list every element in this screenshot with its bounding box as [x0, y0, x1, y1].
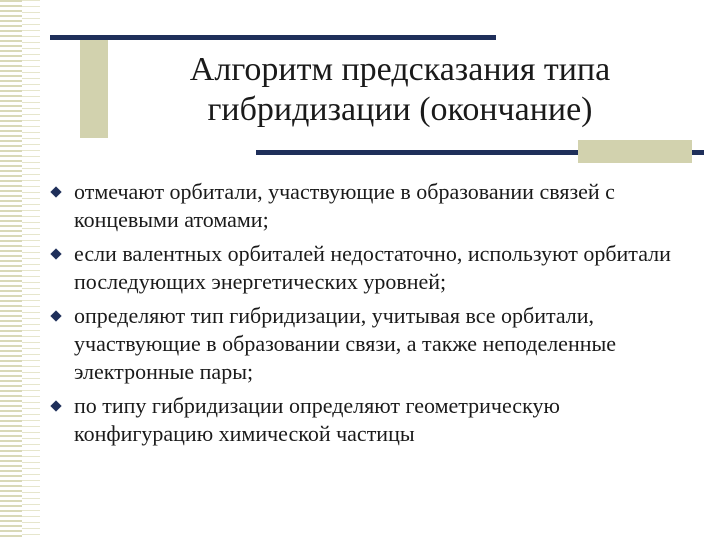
bullet-item [48, 392, 703, 448]
bullet-text: определяют тип гибридизации, учитывая все орбитали, участвующие в образовании связи, а также неподеленные электронные пары; [74, 303, 617, 384]
decorative-box-right [578, 140, 692, 163]
slide-title-line-2: гибридизации (окончание) [207, 91, 593, 128]
diamond-bullet-icon [50, 400, 61, 411]
decorative-bar-top [50, 35, 496, 40]
bullet-list [48, 178, 703, 454]
decorative-box-left [80, 40, 108, 138]
slide-title [120, 50, 680, 130]
bullet-text: если валентных орбиталей недостаточно, используют орбитали последующих энергетических уровней; [74, 241, 671, 294]
bullet-text: отмечают орбитали, участвующие в образовании связей с концевыми атомами; [74, 179, 615, 232]
bullet-item [48, 302, 703, 386]
decorative-stripes-left [0, 0, 22, 540]
bullet-item [48, 178, 703, 234]
bullet-text: по типу гибридизации определяют геометрическую конфигурацию химической частицы [74, 393, 560, 446]
diamond-bullet-icon [50, 310, 61, 321]
slide-title-line-1: Алгоритм предсказания типа [189, 51, 611, 88]
diamond-bullet-icon [50, 248, 61, 259]
bullet-item [48, 240, 703, 296]
decorative-stripes-inner [22, 0, 40, 540]
diamond-bullet-icon [50, 186, 61, 197]
